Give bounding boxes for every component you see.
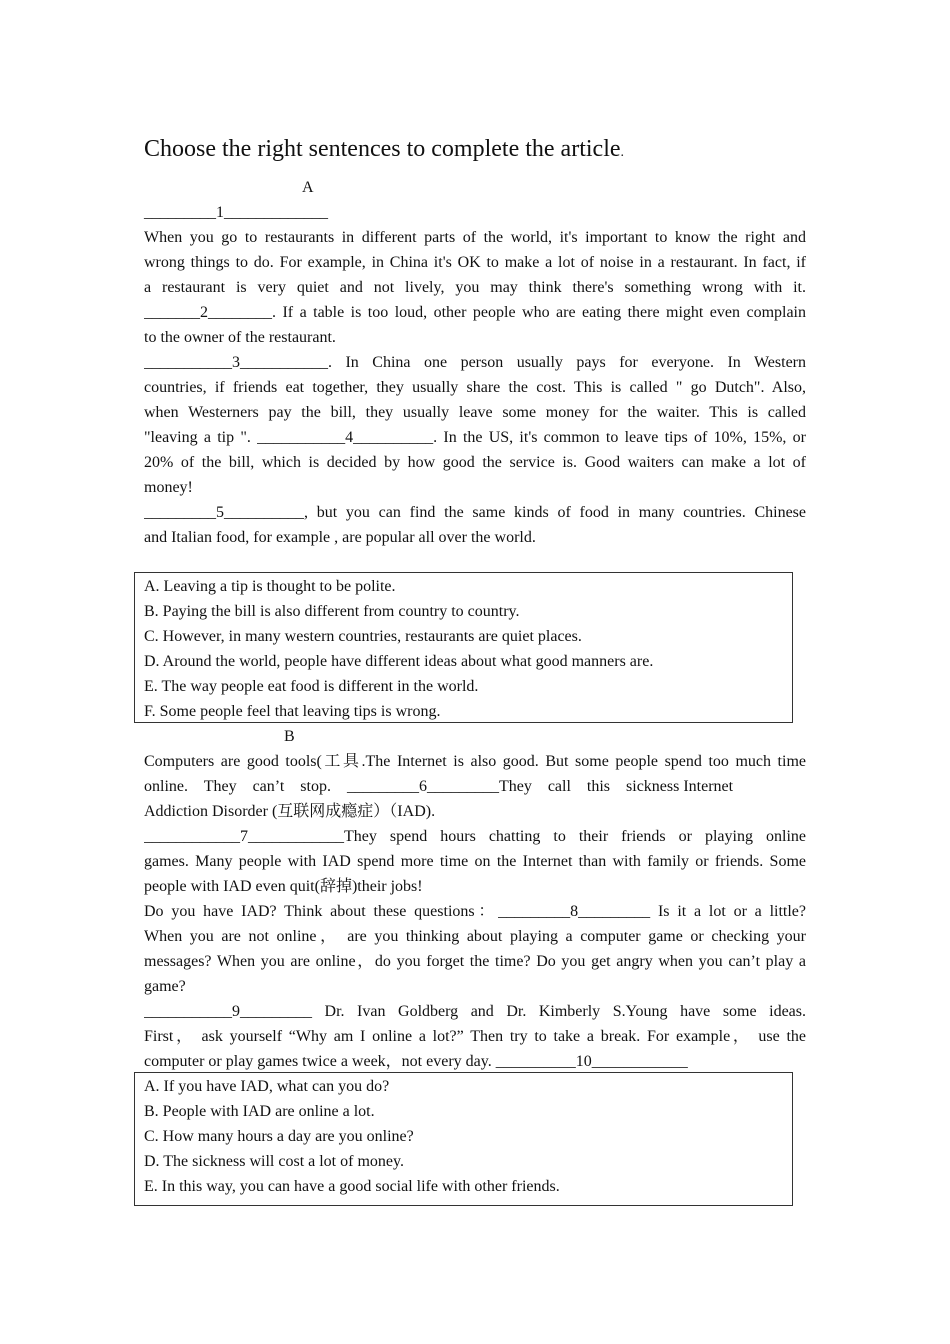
passage-line: countries, if friends eat together, they usually share the cost. This is called " go Dutch". Also, bbox=[144, 379, 806, 396]
page-title: Choose the right sentences to complete the article. bbox=[144, 136, 625, 162]
passage-line: wrong things to do. For example, in China it's OK to make a lot of noise in a restaurant. In fact, if bbox=[144, 254, 806, 271]
passage-line: ____________7____________They spend hours chatting to their friends or playing online bbox=[144, 828, 806, 845]
passage-line: 20% of the bill, which is decided by how good the service is. Good waiters can make a lot of bbox=[144, 454, 806, 471]
passage-line: When you go to restaurants in different parts of the world, it's important to know the right and bbox=[144, 229, 806, 246]
passage-line: money! bbox=[144, 479, 193, 496]
passage-line: when Westerners pay the bill, they usually leave some money for the waiter. This is called bbox=[144, 404, 806, 421]
option-item: E. In this way, you can have a good social life with other friends. bbox=[144, 1178, 560, 1195]
passage-line: First， ask yourself “Why am I online a lot?” Then try to take a break. For example， use the bbox=[144, 1028, 806, 1045]
passage-line: people with IAD even quit(辞掉)their jobs! bbox=[144, 878, 423, 895]
option-item: B. Paying the bill is also different from country to country. bbox=[144, 603, 520, 620]
passage-line: _______2________. If a table is too loud, other people who are eating there might even complain bbox=[144, 304, 806, 321]
passage-line: online. They can’t stop. _________6_________They call this sickness Internet bbox=[144, 778, 734, 795]
option-item: E. The way people eat food is different in the world. bbox=[144, 678, 479, 695]
option-item: C. How many hours a day are you online? bbox=[144, 1128, 414, 1145]
section-a-label: A bbox=[302, 179, 314, 196]
option-item: A. Leaving a tip is thought to be polite. bbox=[144, 578, 396, 595]
passage-line: When you are not online， are you thinking about playing a computer game or checking your bbox=[144, 928, 806, 945]
option-item: D. Around the world, people have different ideas about what good manners are. bbox=[144, 653, 654, 670]
passage-line: a restaurant is very quiet and not lively, you may think there's something wrong with it. bbox=[144, 279, 806, 296]
passage-line: Computers are good tools(工具.The Internet is also good. But some people spend too much time bbox=[144, 753, 806, 770]
option-item: A. If you have IAD, what can you do? bbox=[144, 1078, 390, 1095]
passage-line: _________5__________, but you can find the same kinds of food in many countries. Chinese bbox=[144, 504, 806, 521]
passage-line: messages? When you are online，do you forget the time? Do you get angry when you can’t play a bbox=[144, 953, 806, 970]
passage-line: Do you have IAD? Think about these questions：_________8_________ Is it a lot or a little? bbox=[144, 903, 806, 920]
passage-line: and Italian food, for example , are popular all over the world. bbox=[144, 529, 536, 546]
option-item: F. Some people feel that leaving tips is wrong. bbox=[144, 703, 441, 720]
section-b-label: B bbox=[284, 728, 295, 745]
passage-line: "leaving a tip ". ___________4__________. In the US, it's common to leave tips of 10%, 15%, or bbox=[144, 429, 806, 446]
option-item: D. The sickness will cost a lot of money. bbox=[144, 1153, 404, 1170]
passage-line: ___________3___________. In China one person usually pays for everyone. In Western bbox=[144, 354, 806, 371]
passage-line: Addiction Disorder (互联网成瘾症）（IAD). bbox=[144, 803, 436, 820]
passage-line: to the owner of the restaurant. bbox=[144, 329, 336, 346]
passage-line: computer or play games twice a week，not every day. __________10____________ bbox=[144, 1053, 688, 1070]
section-a-heading-blank: _________1_____________ bbox=[144, 204, 328, 221]
section-b-options-box bbox=[134, 1072, 793, 1206]
passage-line: ___________9_________ Dr. Ivan Goldberg and Dr. Kimberly S.Young have some ideas. bbox=[144, 1003, 806, 1020]
passage-line: games. Many people with IAD spend more time on the Internet than with family or friends. Some bbox=[144, 853, 806, 870]
passage-line: game? bbox=[144, 978, 186, 995]
option-item: C. However, in many western countries, restaurants are quiet places. bbox=[144, 628, 582, 645]
section-a-options-box bbox=[134, 572, 793, 723]
option-item: B. People with IAD are online a lot. bbox=[144, 1103, 375, 1120]
